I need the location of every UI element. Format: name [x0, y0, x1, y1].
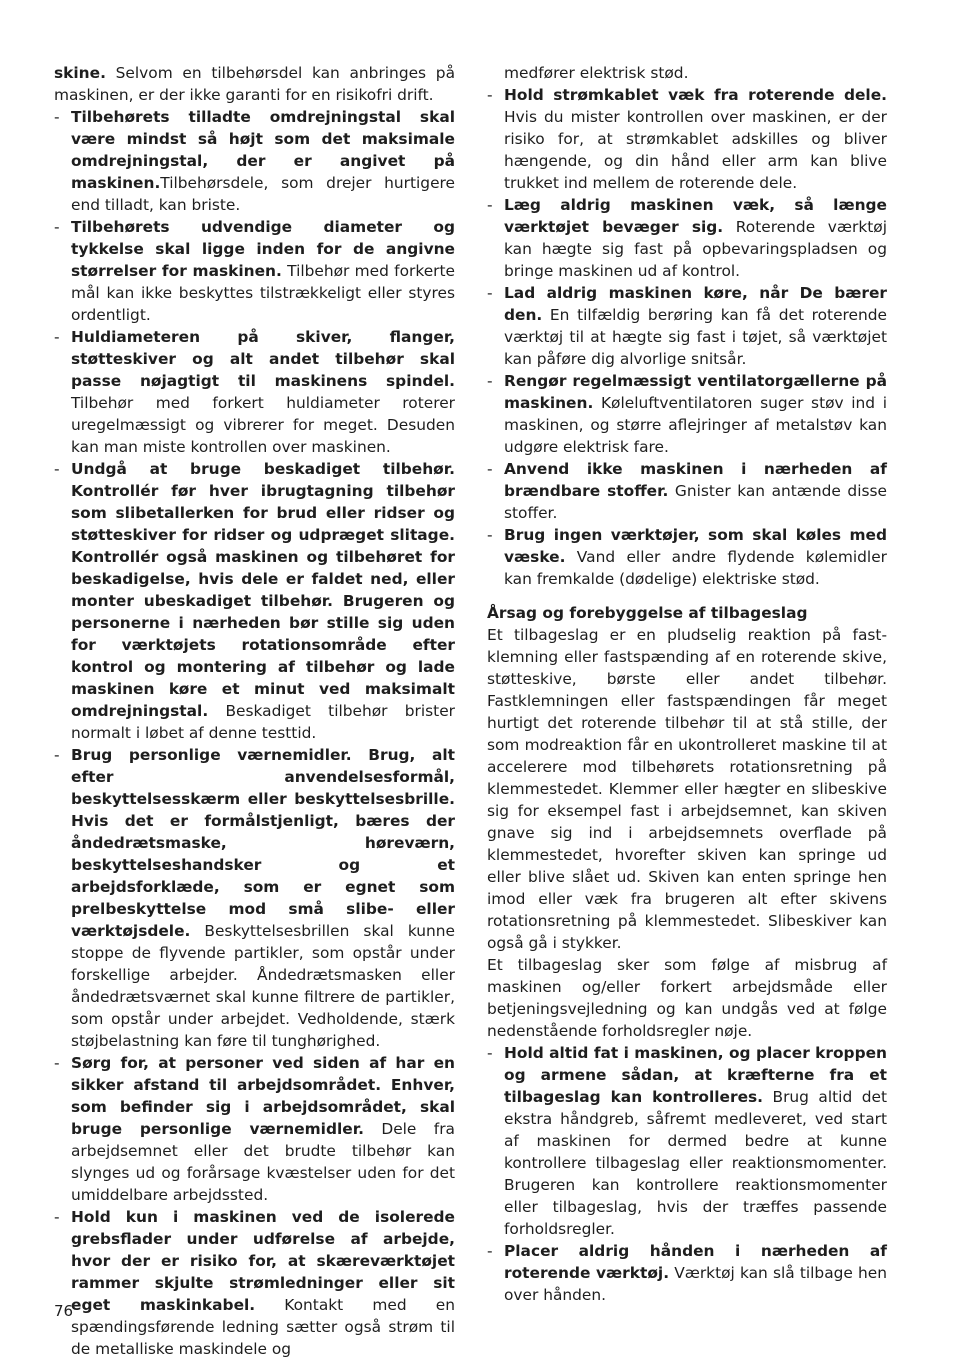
- list-item: [54, 326, 455, 458]
- bold-text: Placer aldrig hånden i nærheden af roterende værktøj.: [504, 1242, 887, 1282]
- list-item: [487, 84, 887, 194]
- list-item: [54, 106, 455, 216]
- dash-marker: -: [54, 746, 60, 764]
- body-text: Tilbehør med forkert huldiameter roterer uregelmæssigt og vibrerer for meget. Desuden kan man miste kontrollen over maskinen.: [71, 394, 455, 456]
- list-item: [54, 744, 455, 1052]
- list-item: [54, 1206, 455, 1360]
- right-column: [487, 62, 887, 1306]
- dash-marker: -: [54, 218, 60, 236]
- bold-text: Tilbehørets udvendige diameter og tykkelse skal ligge inden for de angivne størrelser for maskinen.: [71, 218, 455, 280]
- body-text: Dele fra arbejdsemnet eller det brudte tilbehør kan slynges ud og forårsage kvæstelser uden for det umiddelbare arbejdssted.: [71, 1120, 455, 1204]
- bold-text: Huldiameteren på skiver, flanger, støtteskiver og alt andet tilbehør skal passe nøjagtigt til maskinens spindel.: [71, 328, 455, 390]
- body-text: Tilbehørsdele, som drejer hurtigere end tilladt, kan briste.: [71, 174, 455, 214]
- list-item: [487, 524, 887, 590]
- bold-text: Brug ingen værktøjer, som skal køles med væske.: [504, 526, 887, 566]
- left-column: [54, 62, 455, 1360]
- dash-marker: -: [54, 108, 60, 126]
- dash-marker: -: [54, 1054, 60, 1072]
- dash-marker: -: [487, 86, 493, 104]
- dash-marker: -: [487, 196, 493, 214]
- continuation-text: medfører elektrisk stød.: [504, 64, 689, 82]
- dash-marker: -: [54, 460, 60, 478]
- dash-marker: -: [487, 526, 493, 544]
- body-text: Vand eller andre flydende kølemidler kan fremkalde (dødelige) elektriske stød.: [504, 548, 887, 588]
- bold-text: Tilbehørets tilladte omdrejningstal skal være mindst så højt som det maksimale omdrejningstal, der er angivet på maskinen.: [71, 108, 455, 192]
- bold-text: skine.: [54, 64, 106, 82]
- bold-text: Lad aldrig maskinen køre, når De bærer den.: [504, 284, 887, 324]
- dash-marker: -: [487, 460, 493, 478]
- list-item: [487, 1240, 887, 1306]
- list-item: [54, 216, 455, 326]
- bold-text: Læg aldrig maskinen væk, så længe værktøjet bevæger sig.: [504, 196, 887, 236]
- body-text: Tilbehør med forkerte mål kan ikke beskyttes tilstrækkeligt eller styres ordentligt.: [71, 262, 455, 324]
- dash-marker: -: [487, 1044, 493, 1062]
- body-text: En tilfældig berøring kan få det roterende værktøj til at hægte sig fast i tøjet, så værktøjet kan påføre dig alvorlige snitsår.: [504, 306, 887, 368]
- body-text: Værktøj kan slå tilbage hen over hånden.: [504, 1264, 887, 1304]
- body-paragraph: Et tilbageslag sker som følge af misbrug af maskinen og/eller forkert arbejdsmåde eller betjeningsvejledning og kan undgås ved at følge nedenstående forholdsregler nøje.: [487, 956, 887, 1040]
- bold-text: Hold kun i maskinen ved de isolerede grebsflader under udførelse af arbejde, hvor der er risiko for, at skæreværktøjet rammer skjulte strømledninger eller sit eget maskinkabel.: [71, 1208, 455, 1314]
- bold-text: Sørg for, at personer ved siden af har en sikker afstand til arbejdsområdet. Enhver, som befinder sig i arbejdsområdet, skal bruge personlige værnemidler.: [71, 1054, 455, 1138]
- dash-marker: -: [54, 328, 60, 346]
- body-paragraph: Et tilbageslag er en pludselig reaktion på fastklemning eller fastspænding af en roterende skive, støtteskive, børste eller andet tilbehør. Fastklemningen eller fastspændingen får meget hurtigt det roterende tilbehør til at stå stille, der som modreaktion får en ukontrolleret maskine til at accelerere mod tilbehørets rotationsretning på klemmestedet. Klemmer eller hægter en slibeskive sig for eksempel fast i arbejdsemnet, kan skiven gnave sig ind i arbejdsemnets overflade på klemmestedet, hvorefter skiven kan springe ud eller blive slået ud. Skiven kan enten springe hen imod eller væk fra brugeren alt efter skivens rotationsretning på klemmestedet. Slibeskiver kan også gå i stykker.: [487, 626, 887, 952]
- bold-text: Brug personlige værnemidler. Brug, alt efter anvendelsesformål, beskyttelsesskærm eller beskyttelsesbrille. Hvis det er formålstjenligt, bæres der åndedrætsmaske, høreværn, beskyttelseshandsker og et arbejdsforklæde, som er egnet som prelbeskyttelse mod små slibe- eller værktøjsdele.: [71, 746, 455, 940]
- list-item: [487, 194, 887, 282]
- intro-paragraph: [54, 62, 455, 106]
- body-text: Hvis du mister kontrollen over maskinen, er der risiko for, at strømkablet adskilles og bliver hængende, og din hånd eller arm kan blive trukket ind mellem de roterende dele.: [504, 108, 887, 192]
- bold-text: Hold altid fat i maskinen, og placer kroppen og armene sådan, at kræfterne fra et tilbageslag kan kontrolleres.: [504, 1044, 887, 1106]
- dash-marker: -: [54, 1208, 60, 1226]
- page-number: 76: [54, 1302, 74, 1320]
- bold-text: Rengør regelmæssigt ventilatorgællerne på maskinen.: [504, 372, 887, 412]
- body-text: Roterende værktøj kan hægte sig fast på opbevaringspladsen og bringe maskinen ud af kontrol.: [504, 218, 887, 280]
- body-text: Selvom en tilbehørsdel kan anbringes på maskinen, er der ikke garanti for en risikofri drift.: [54, 64, 455, 104]
- dash-marker: -: [487, 1242, 493, 1260]
- bold-text: Undgå at bruge beskadiget tilbehør. Kontrollér før hver ibrugtagning tilbehør som slibetallerken for brud eller ridser og støtteskiver for ridser og udpræget slitage. Kontrollér også maskinen og tilbehøret for beskadigelse, hvis dele er faldet ned, eller monter ubeskadiget tilbehør. Brugeren og personerne i nærheden bør stille sig uden for værktøjets rotationsområde efter kontrol og montering af tilbehør og lade maskinen køre et minut ved maksimalt omdrejningstal.: [71, 460, 455, 720]
- bold-text: Anvend ikke maskinen i nærheden af brændbare stoffer.: [504, 460, 887, 500]
- list-item: [54, 458, 455, 744]
- list-item: [487, 1042, 887, 1240]
- dash-marker: -: [487, 372, 493, 390]
- section-heading: Årsag og forebyggelse af tilbageslag: [487, 604, 808, 622]
- body-text: Gnister kan antænde disse stoffer.: [504, 482, 887, 522]
- list-item: [54, 1052, 455, 1206]
- list-item: [487, 282, 887, 370]
- list-item: [487, 370, 887, 458]
- body-text: Beskyttelsesbrillen skal kunne stoppe de flyvende partikler, som opstår under forskellige arbejder. Åndedrætsmasken eller åndedrætsværnet skal kunne filtrere de partikler, som opstår under arbejdet. Vedholdende, stærk støjbelastning kan føre til tunghørighed.: [71, 922, 455, 1050]
- body-text: Brug altid det ekstra håndgreb, såfremt medleveret, ved start af maskinen for dermed bedre at kunne kontrollere tilbageslag eller reaktionsmomenter. Brugeren kan kontrollere reaktionsmomenter eller tilbageslag, hvis der træffes passende forholdsregler.: [504, 1088, 887, 1238]
- bold-text: Hold strømkablet væk fra roterende dele.: [504, 86, 887, 104]
- body-text: Køleluftventilatoren suger støv ind i maskinen, og større aflejringer af metalstøv kan udgøre elektrisk fare.: [504, 394, 887, 456]
- body-text: Beskadiget tilbehør brister normalt i løbet af denne testtid.: [71, 702, 455, 742]
- dash-marker: -: [487, 284, 493, 302]
- list-item: [487, 458, 887, 524]
- body-text: Kontakt med en spændingsførende ledning sætter også strøm til de metalliske maskindele og: [71, 1296, 456, 1358]
